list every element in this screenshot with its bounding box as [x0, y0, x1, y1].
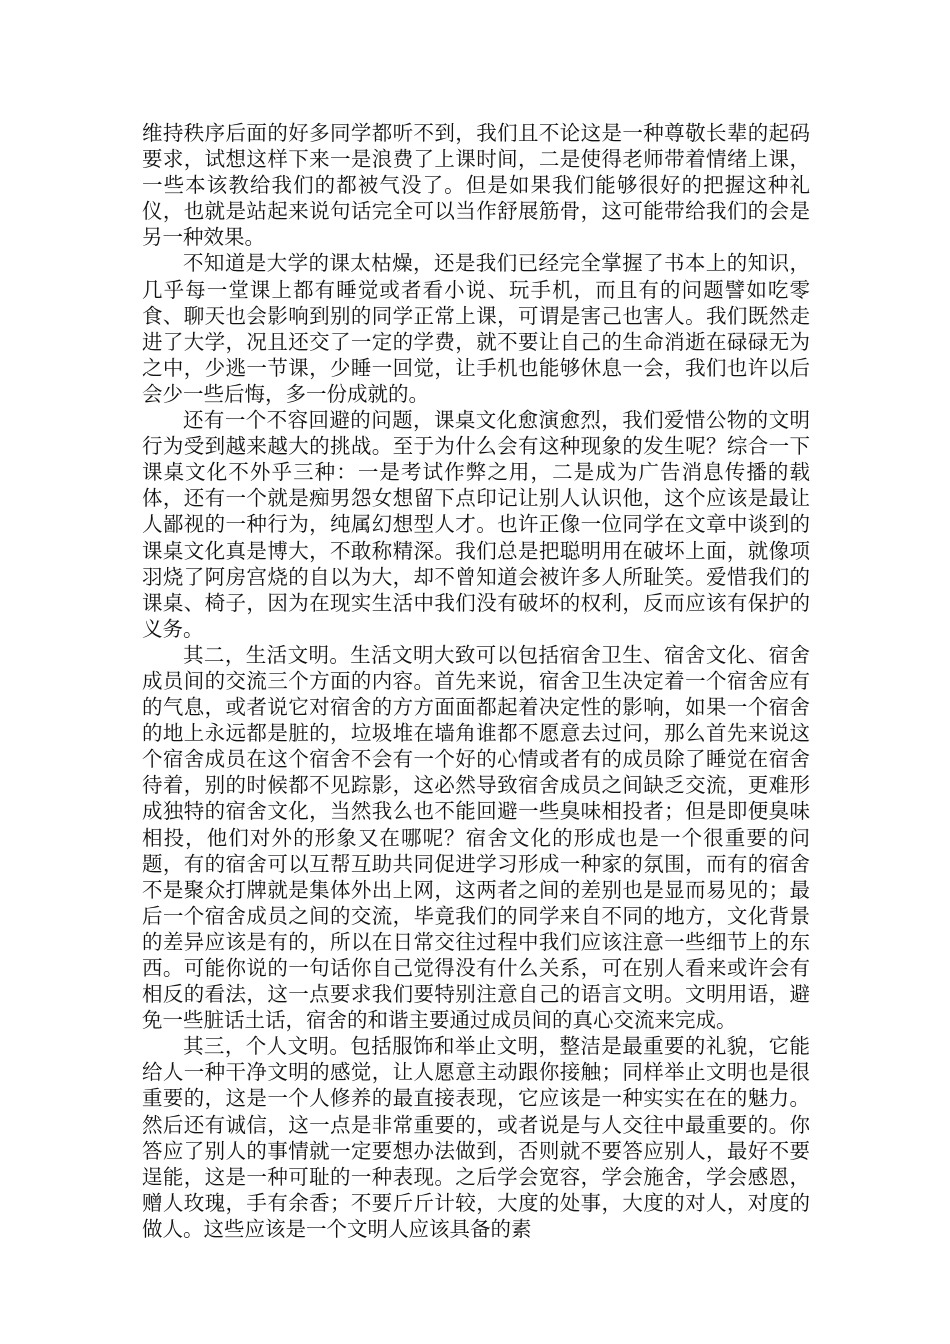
paragraph-2: 不知道是大学的课太枯燥，还是我们已经完全掌握了书本上的知识，几乎每一堂课上都有睡觉或者看小说、玩手机，而且有的问题譬如吃零食、聊天也会影响到别的同学正常上课，可谓是害己也害人。我们既然走进了大学，况且还交了一定的学费，就不要让自己的生命消逝在碌碌无为之中，少逃一节课，少睡一回觉，让手机也能够休息一会，我们也许以后会少一些后悔，多一份成就的。 [142, 251, 810, 406]
paragraph-4: 其二，生活文明。生活文明大致可以包括宿舍卫生、宿舍文化、宿舍成员间的交流三个方面的内容。首先来说，宿舍卫生决定着一个宿舍应有的气息，或者说它对宿舍的方方面面都起着决定性的影响，如果一个宿舍的地上永远都是脏的，垃圾堆在墙角谁都不愿意去过问，那么首先来说这个宿舍成员在这个宿舍不会有一个好的心情或者有的成员除了睡觉在宿舍待着，别的时候都不见踪影，这必然导致宿舍成员之间缺乏交流，更难形成独特的宿舍文化，当然我么也不能回避一些臭味相投者；但是即便臭味相投，他们对外的形象又在哪呢？宿舍文化的形成也是一个很重要的问题，有的宿舍可以互帮互助共同促进学习形成一种家的氛围，而有的宿舍不是聚众打牌就是集体外出上网，这两者之间的差别也是显而易见的；最后一个宿舍成员之间的交流，毕竟我们的同学来自不同的地方，文化背景的差异应该是有的，所以在日常交往过程中我们应该注意一些细节上的东西。可能你说的一句话你自己觉得没有什么关系，可在别人看来或许会有相反的看法，这一点要求我们要特别注意自己的语言文明。文明用语，避免一些脏话土话，宿舍的和谐主要通过成员间的真心交流来完成。 [142, 642, 810, 1033]
paragraph-3: 还有一个不容回避的问题，课桌文化愈演愈烈，我们爱惜公物的文明行为受到越来越大的挑战。至于为什么会有这种现象的发生呢？综合一下课桌文化不外乎三种：一是考试作弊之用，二是成为广告消息传播的载体，还有一个就是痴男怨女想留下点印记让别人认识他，这个应该是最让人鄙视的一种行为，纯属幻想型人才。也许正像一位同学在文章中谈到的课桌文化真是博大，不敢称精深。我们总是把聪明用在破坏上面，就像项羽烧了阿房宫烧的自以为大，却不曾知道会被许多人所耻笑。爱惜我们的课桌、椅子，因为在现实生活中我们没有破坏的权利，反而应该有保护的义务。 [142, 408, 810, 641]
paragraph-5: 其三，个人文明。包括服饰和举止文明，整洁是最重要的礼貌，它能给人一种干净文明的感觉，让人愿意主动跟你接触；同样举止文明也是很重要的，这是一个人修养的最直接表现，它应该是一种实实在在的魅力。然后还有诚信，这一点是非常重要的，或者说是与人交往中最重要的。你答应了别人的事情就一定要想办法做到，否则就不要答应别人，最好不要逞能，这是一种可耻的一种表现。之后学会宽容，学会施舍，学会感恩，赠人玫瑰，手有余香；不要斤斤计较，大度的处事，大度的对人，对度的做人。这些应该是一个文明人应该具备的素 [142, 1034, 810, 1241]
paragraph-1: 维持秩序后面的好多同学都听不到，我们且不论这是一种尊敬长辈的起码要求，试想这样下来一是浪费了上课时间，二是使得老师带着情绪上课，一些本该教给我们的都被气没了。但是如果我们能够很好的把握这种礼仪，也就是站起来说句话完全可以当作舒展筋骨，这可能带给我们的会是另一种效果。 [142, 121, 810, 250]
document-body [142, 120, 810, 1242]
